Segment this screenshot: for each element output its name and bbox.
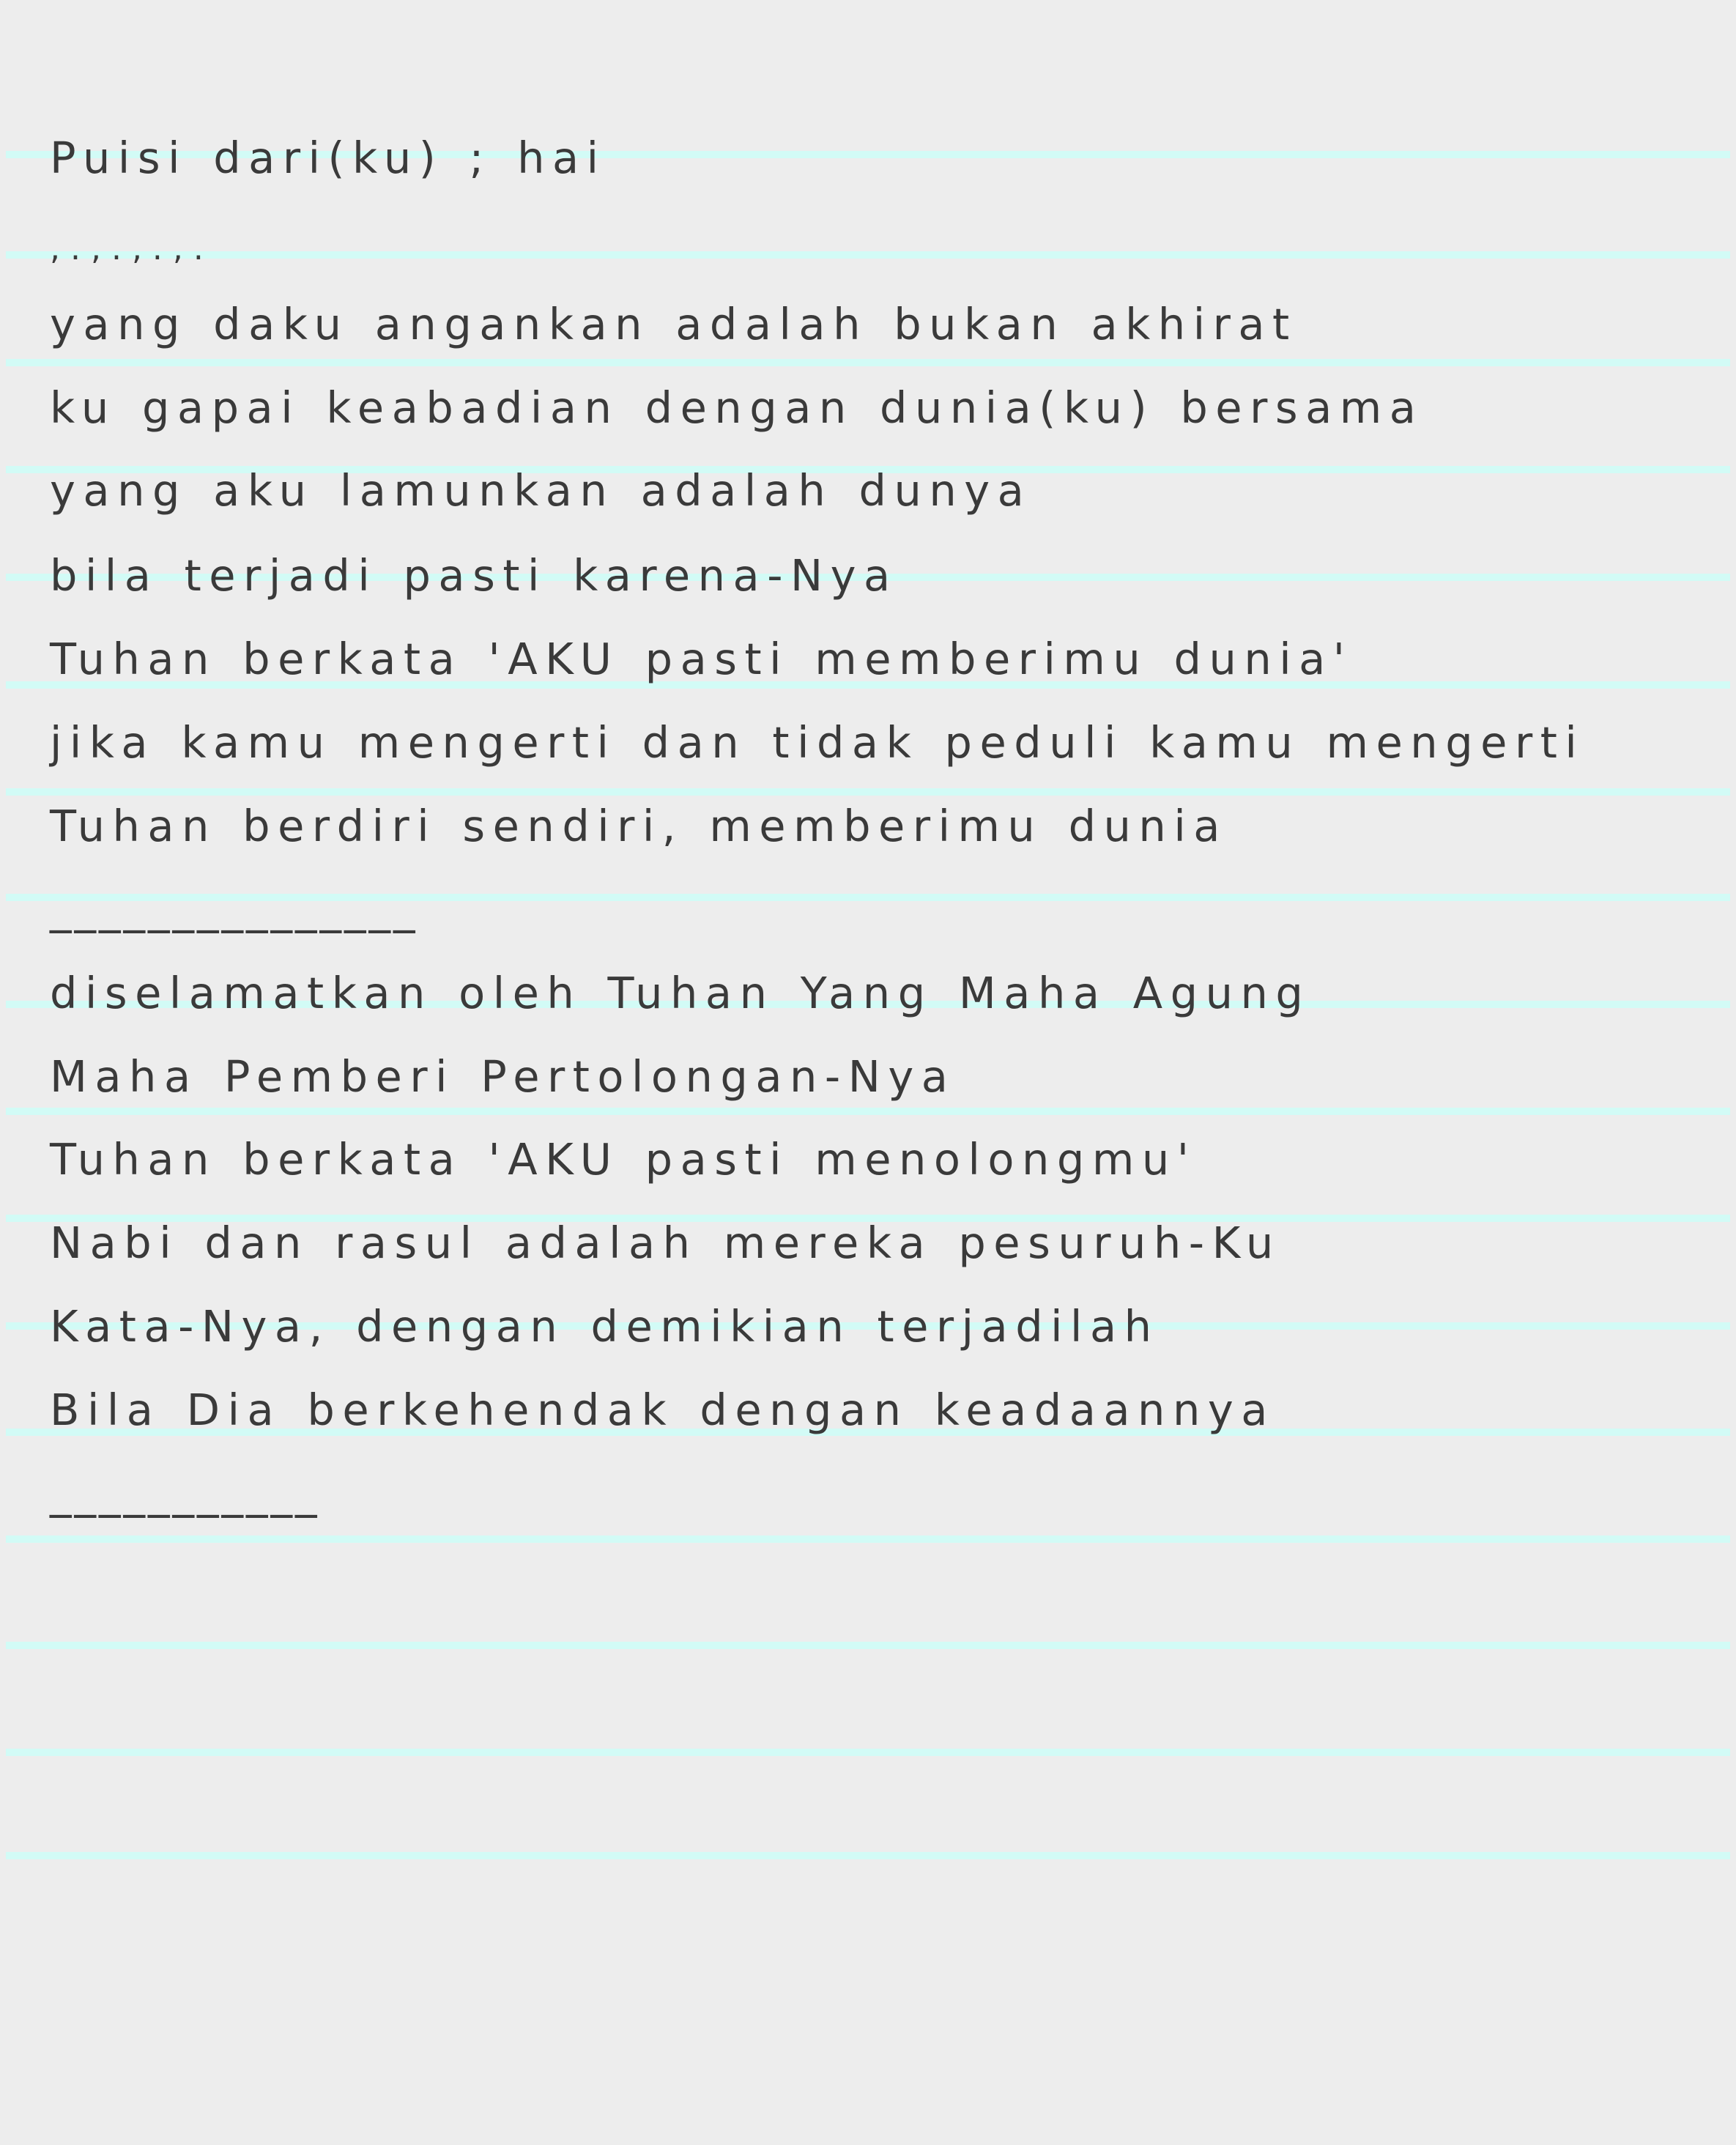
poem-line: diselamatkan oleh Tuhan Yang Maha Agung xyxy=(50,968,1311,1018)
poem-line: ku gapai keabadian dengan dunia(ku) bersama xyxy=(50,382,1424,433)
poem-line: Nabi dan rasul adalah mereka pesuruh-Ku xyxy=(50,1218,1281,1268)
poem-line: jika kamu mengerti dan tidak peduli kamu mengerti xyxy=(50,717,1585,768)
ruled-line xyxy=(6,1108,1730,1115)
poem-separator-dots: ,.,.,.,. xyxy=(50,230,214,267)
poem-separator-dashes: ___________ xyxy=(50,1467,320,1518)
ruled-line xyxy=(6,1535,1730,1543)
poem-line: bila terjadi pasti karena-Nya xyxy=(50,550,898,601)
ruled-line xyxy=(6,1852,1730,1859)
poem-title: Puisi dari(ku) ; hai xyxy=(50,133,607,183)
poem-line: Tuhan berdiri sendiri, memberimu dunia xyxy=(50,801,1228,851)
poem-line: Tuhan berkata 'AKU pasti memberimu dunia' xyxy=(50,634,1353,684)
poem-line: Maha Pemberi Pertolongan-Nya xyxy=(50,1051,956,1102)
ruled-line xyxy=(6,359,1730,366)
poem-line: Kata-Nya, dengan demikian terjadilah xyxy=(50,1301,1160,1352)
poem-line: Bila Dia berkehendak dengan keadaannya xyxy=(50,1385,1275,1435)
poem-line: Tuhan berkata 'AKU pasti menolongmu' xyxy=(50,1134,1197,1185)
ruled-line xyxy=(6,788,1730,796)
ruled-line xyxy=(6,1642,1730,1649)
ruled-line xyxy=(6,251,1730,259)
poem-separator-dashes: _______________ xyxy=(50,883,418,933)
poem-line: yang daku angankan adalah bukan akhirat xyxy=(50,299,1297,349)
ruled-line xyxy=(6,1749,1730,1756)
poem-line: yang aku lamunkan adalah dunya xyxy=(50,465,1032,516)
